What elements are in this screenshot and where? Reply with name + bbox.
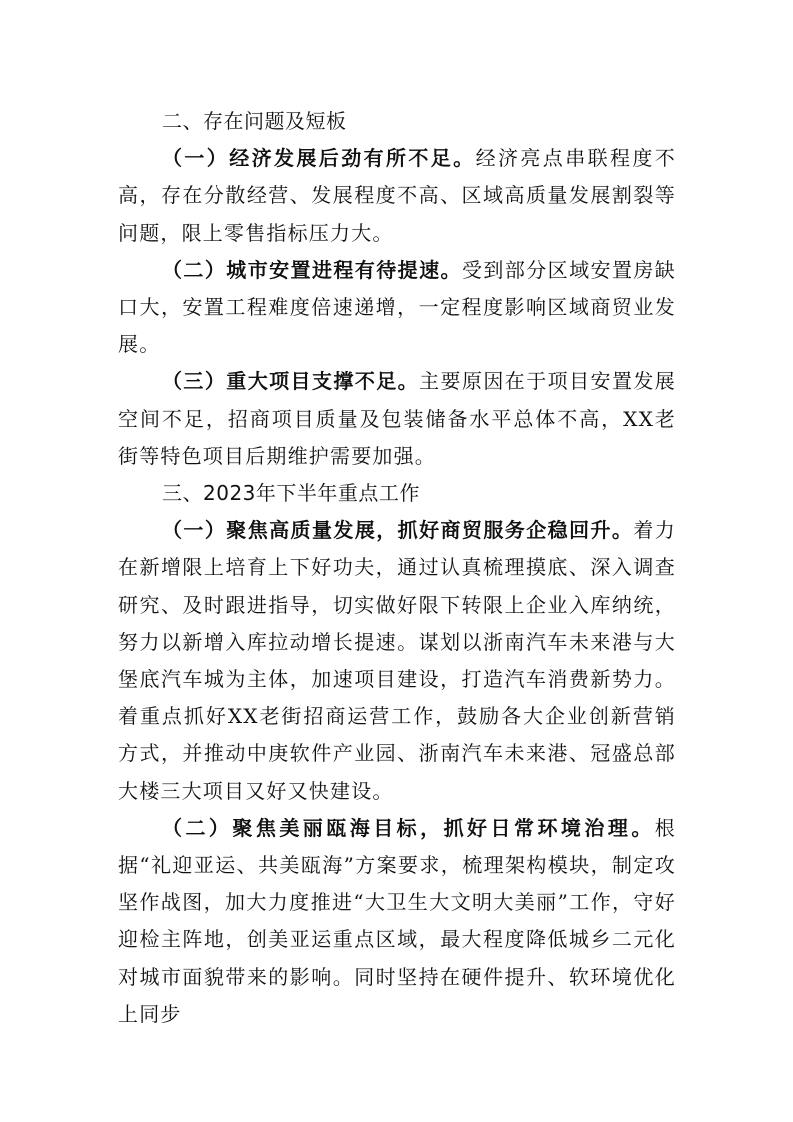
paragraph-environment (118, 810, 676, 1033)
section-heading-problems: 二、存在问题及短板 (162, 109, 347, 133)
paragraph-body: 经济亮点串联程度不高，存在分散经营、发展程度不高、区域高质量发展割裂等问题，限上零售指标压力大。 (118, 146, 676, 245)
paragraph-resettlement (118, 252, 676, 364)
paragraph-lead: （二）城市安置进程有待提速。 (162, 257, 462, 282)
paragraph-body: 受到部分区域安置房缺口大，安置工程难度倍速递增，一定程度影响区域商贸业发展。 (118, 257, 676, 357)
paragraph-economy (118, 140, 676, 252)
paragraph-lead: （一）聚焦高质量发展，抓好商贸服务企稳回升。 (162, 518, 634, 543)
section-heading-key-work: 三、2023年下半年重点工作 (162, 481, 420, 506)
document-page (118, 103, 676, 1033)
paragraph-body: 根据“礼迎亚运、共美瓯海”方案要求，梳理架构模块，制定攻坚作战图，加大力度推进“大卫生大文明大美丽”工作，守好迎检主阵地，创美亚运重点区域，最大程度降低城乡二元化对城市面貌带来的影响。同时坚持在硬件提升、软环境优化上同步 (118, 815, 676, 1026)
paragraph-lead: （二）聚焦美丽瓯海目标，抓好日常环境治理。 (162, 815, 655, 840)
paragraph-major-projects (118, 363, 676, 475)
paragraph-high-quality-development (118, 512, 676, 810)
paragraph-body: 着力在新增限上培育上下好功夫，通过认真梳理摸底、深入调查研究、及时跟进指导，切实做好限下转限上企业入库纳统，努力以新增入库拉动增长提速。谋划以浙南汽车未来港与大堡底汽车城为主体，加速项目建设，打造汽车消费新势力。着重点抓好XX老街招商运营工作，鼓励各大企业创新营销方式，并推动中庚软件产业园、浙南汽车未来港、冠盛总部大楼三大项目又好又快建设。 (118, 518, 677, 803)
paragraph-lead: （一）经济发展后劲有所不足。 (162, 146, 476, 171)
paragraph-body: 主要原因在于项目安置发展空间不足，招商项目质量及包装储备水平总体不高，XX老街等特色项目后期维护需要加强。 (118, 369, 676, 468)
paragraph-lead: （三）重大项目支撑不足。 (162, 369, 420, 394)
